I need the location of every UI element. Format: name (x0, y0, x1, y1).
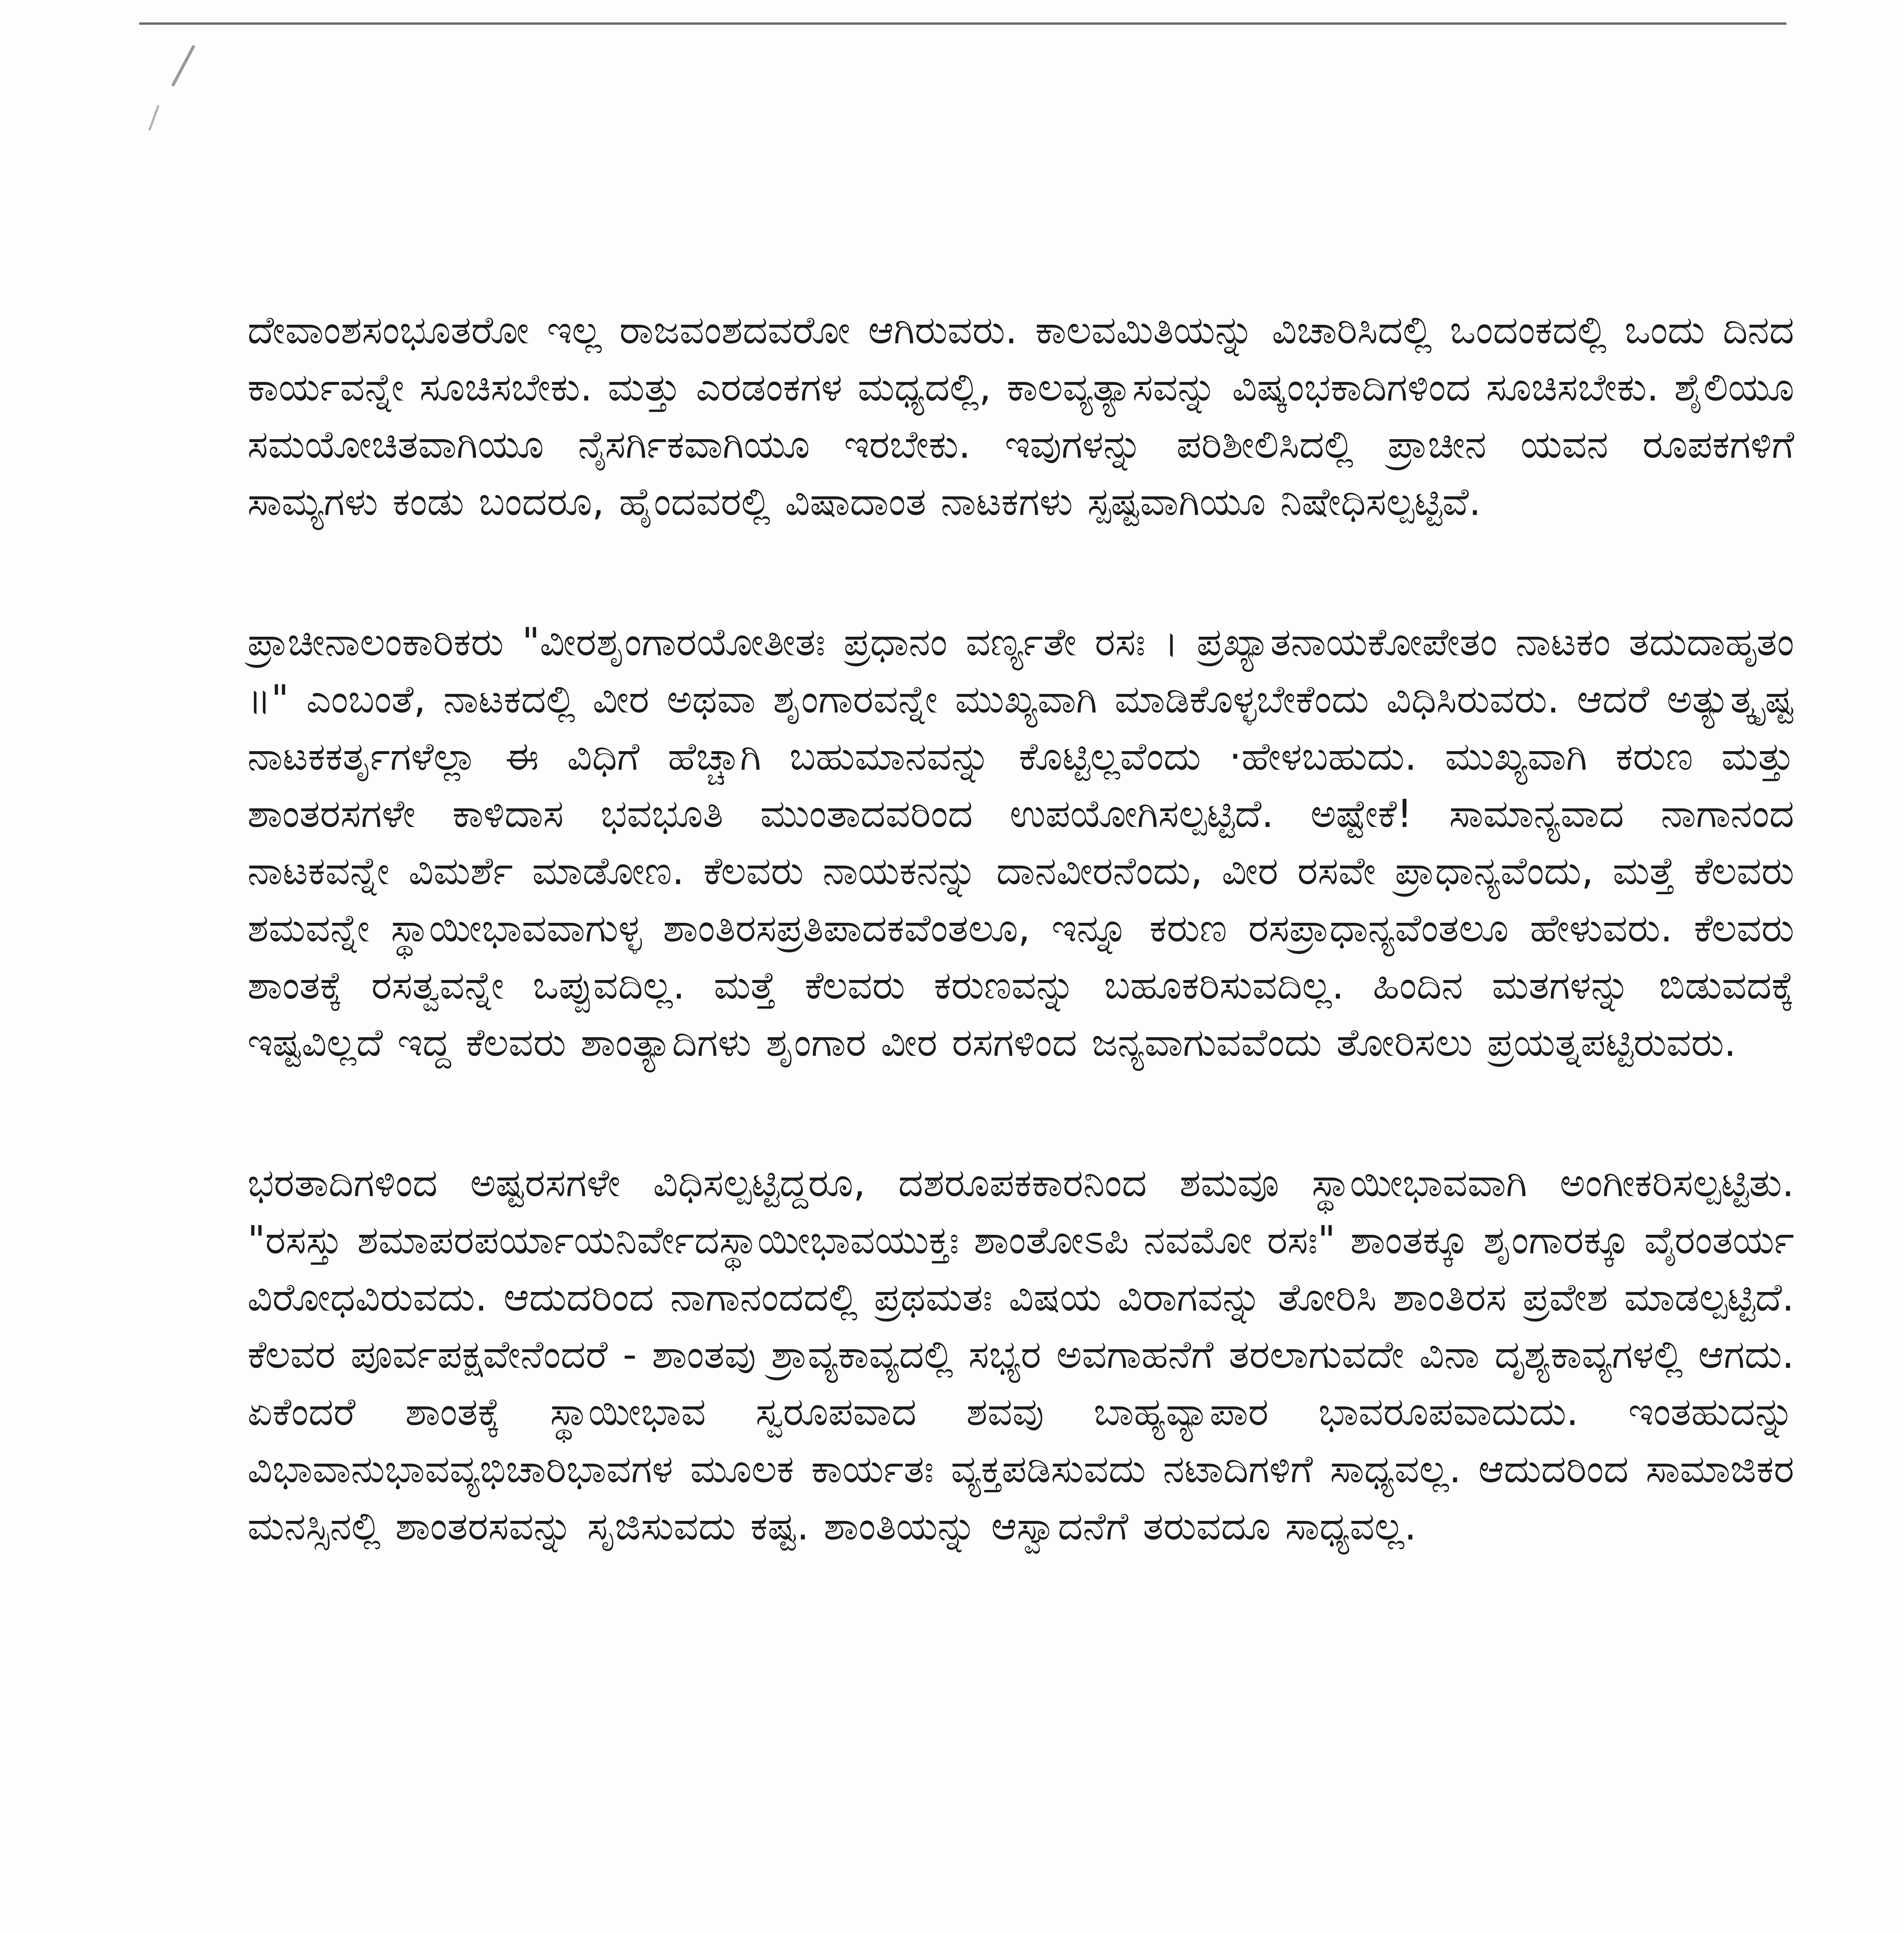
header-rule (139, 22, 1786, 25)
scan-artifact (148, 105, 160, 131)
paragraph-2: ಪ್ರಾಚೀನಾಲಂಕಾರಿಕರು "ವೀರಶೃಂಗಾರಯೋತೀತಃ ಪ್ರಧಾನಂ ವರ್ಣ್ಯತೇ ರಸಃ । ಪ್ರಖ್ಯಾತನಾಯಕೋಪೇತಂ ನಾಟಕಂ ತದುದಾಹೃತಂ ॥" ಎಂಬಂತೆ, ನಾಟಕದಲ್ಲಿ ವೀರ ಅಥವಾ ಶೃಂಗಾರವನ್ನೇ ಮುಖ್ಯವಾಗಿ ಮಾಡಿಕೊಳ್ಳಬೇಕೆಂದು ವಿಧಿಸಿರುವರು. ಆದರೆ ಅತ್ಯುತ್ಕೃಷ್ಟ ನಾಟಕಕರ್ತೃಗಳೆಲ್ಲಾ ಈ ವಿಧಿಗೆ ಹೆಚ್ಚಾಗಿ ಬಹುಮಾನವನ್ನು ಕೊಟ್ಟಿಲ್ಲವೆಂದು ·ಹೇಳಬಹುದು. ಮುಖ್ಯವಾಗಿ ಕರುಣ ಮತ್ತು ಶಾಂತರಸಗಳೇ ಕಾಳಿದಾಸ ಭವಭೂತಿ ಮುಂತಾದವರಿಂದ ಉಪಯೋಗಿಸಲ್ಪಟ್ಟಿದೆ. ಅಷ್ಟೇಕೆ! ಸಾಮಾನ್ಯವಾದ ನಾಗಾನಂದ ನಾಟಕವನ್ನೇ ವಿಮರ್ಶೆ ಮಾಡೋಣ. ಕೆಲವರು ನಾಯಕನನ್ನು ದಾನವೀರನೆಂದು, ವೀರ ರಸವೇ ಪ್ರಾಧಾನ್ಯವೆಂದು, ಮತ್ತೆ ಕೆಲವರು ಶಮವನ್ನೇ ಸ್ಥಾಯೀಭಾವವಾಗುಳ್ಳ ಶಾಂತಿರಸಪ್ರತಿಪಾದಕವೆಂತಲೂ, ಇನ್ನೂ ಕರುಣ ರಸಪ್ರಾಧಾನ್ಯವೆಂತಲೂ ಹೇಳುವರು. ಕೆಲವರು ಶಾಂತಕ್ಕೆ ರಸತ್ವವನ್ನೇ ಒಪ್ಪುವದಿಲ್ಲ. ಮತ್ತೆ ಕೆಲವರು ಕರುಣವನ್ನು ಬಹೂಕರಿಸುವದಿಲ್ಲ. ಹಿಂದಿನ ಮತಗಳನ್ನು ಬಿಡುವದಕ್ಕೆ ಇಷ್ಟವಿಲ್ಲದೆ ಇದ್ದ ಕೆಲವರು ಶಾಂತ್ಯಾದಿಗಳು ಶೃಂಗಾರ ವೀರ ರಸಗಳಿಂದ ಜನ್ಯವಾಗುವವೆಂದು ತೋರಿಸಲು ಪ್ರಯತ್ನಪಟ್ಟಿರುವರು. (247, 619, 1794, 1065)
paragraph-3: ಭರತಾದಿಗಳಿಂದ ಅಷ್ಟರಸಗಳೇ ವಿಧಿಸಲ್ಪಟ್ಟಿದ್ದರೂ, ದಶರೂಪಕಕಾರನಿಂದ ಶಮವೂ ಸ್ಥಾಯೀಭಾವವಾಗಿ ಅಂಗೀಕರಿಸಲ್ಪಟ್ಟಿತು. "ರಸಸ್ತು ಶಮಾಪರಪರ್ಯಾಯನಿರ್ವೇದಸ್ಥಾಯೀಭಾವಯುಕ್ತಃ ಶಾಂತೋಽಪಿ ನವಮೋ ರಸಃ" ಶಾಂತಕ್ಕೂ ಶೃಂಗಾರಕ್ಕೂ ವೈರಂತರ್ಯ ವಿರೋಧವಿರುವದು. ಆದುದರಿಂದ ನಾಗಾನಂದದಲ್ಲಿ ಪ್ರಥಮತಃ ವಿಷಯ ವಿರಾಗವನ್ನು ತೋರಿಸಿ ಶಾಂತಿರಸ ಪ್ರವೇಶ ಮಾಡಲ್ಪಟ್ಟಿದೆ. ಕೆಲವರ ಪೂರ್ವಪಕ್ಷವೇನೆಂದರೆ - ಶಾಂತವು ಶ್ರಾವ್ಯಕಾವ್ಯದಲ್ಲಿ ಸಭ್ಯರ ಅವಗಾಹನೆಗೆ ತರಲಾಗುವದೇ ವಿನಾ ದೃಶ್ಯಕಾವ್ಯಗಳಲ್ಲಿ ಆಗದು. ಏಕೆಂದರೆ ಶಾಂತಕ್ಕೆ ಸ್ಥಾಯೀಭಾವ ಸ್ವರೂಪವಾದ ಶವವು ಬಾಹ್ಯವ್ಯಾಪಾರ ಭಾವರೂಪವಾದುದು. ಇಂತಹುದನ್ನು ವಿಭಾವಾನುಭಾವವ್ಯಭಿಚಾರಿಭಾವಗಳ ಮೂಲಕ ಕಾರ್ಯತಃ ವ್ಯಕ್ತಪಡಿಸುವದು ನಟಾದಿಗಳಿಗೆ ಸಾಧ್ಯವಲ್ಲ. ಆದುದರಿಂದ ಸಾಮಾಜಿಕರ ಮನಸ್ಸಿನಲ್ಲಿ ಶಾಂತರಸವನ್ನು ಸೃಜಿಸುವದು ಕಷ್ಟ. ಶಾಂತಿಯನ್ನು ಆಸ್ವಾದನೆಗೆ ತರುವದೂ ಸಾಧ್ಯವಲ್ಲ. (247, 1160, 1794, 1549)
scan-artifact (171, 44, 195, 87)
body-text (247, 302, 1794, 1555)
paragraph-1: ದೇವಾಂಶಸಂಭೂತರೋ ಇಲ್ಲ ರಾಜವಂಶದವರೋ ಆಗಿರುವರು. ಕಾಲವಮಿತಿಯನ್ನು ವಿಚಾರಿಸಿದಲ್ಲಿ ಒಂದಂಕದಲ್ಲಿ ಒಂದು ದಿನದ ಕಾರ್ಯವನ್ನೇ ಸೂಚಿಸಬೇಕು. ಮತ್ತು ಎರಡಂಕಗಳ ಮಧ್ಯದಲ್ಲಿ, ಕಾಲವ್ಯತ್ಯಾಸವನ್ನು ವಿಷ್ಕಂಭಕಾದಿಗಳಿಂದ ಸೂಚಿಸಬೇಕು. ಶೈಲಿಯೂ ಸಮಯೋಚಿತವಾಗಿಯೂ ನೈಸರ್ಗಿಕವಾಗಿಯೂ ಇರಬೇಕು. ಇವುಗಳನ್ನು ಪರಿಶೀಲಿಸಿದಲ್ಲಿ ಪ್ರಾಚೀನ ಯವನ ರೂಪಕಗಳಿಗೆ ಸಾಮ್ಯಗಳು ಕಂಡು ಬಂದರೂ, ಹೈಂದವರಲ್ಲಿ ವಿಷಾದಾಂತ ನಾಟಕಗಳು ಸ್ಪಷ್ಟವಾಗಿಯೂ ನಿಷೇಧಿಸಲ್ಪಟ್ಟಿವೆ. (247, 307, 1794, 524)
